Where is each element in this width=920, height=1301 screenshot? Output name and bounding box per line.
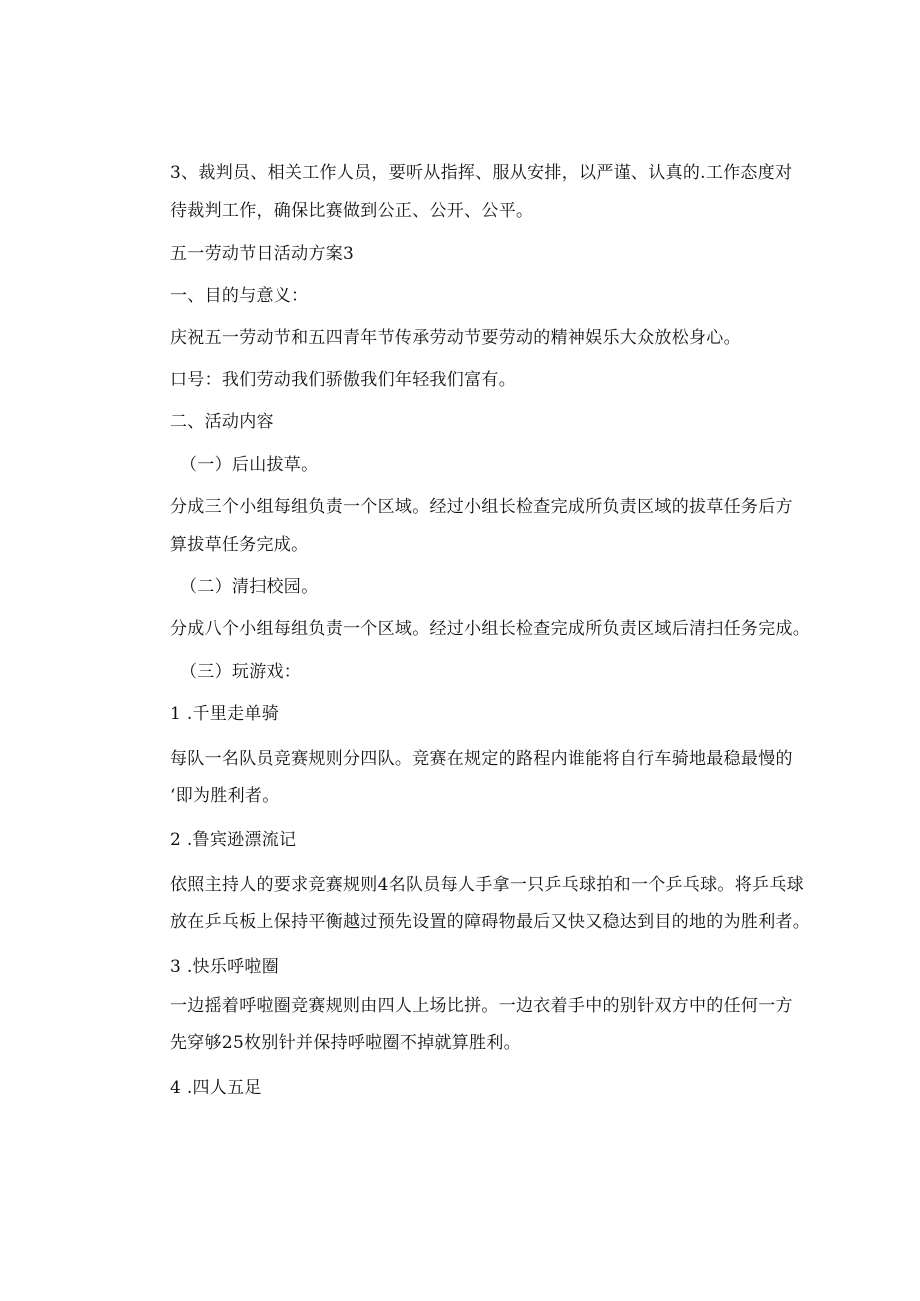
paragraph-game-3-line-1: 一边摇着呼啦圈竞赛规则由四人上场比拼。一边衣着手中的别针双方中的任何一方 (170, 996, 793, 1016)
paragraph-game-2-line-1: 依照主持人的要求竞赛规则4名队员每人手拿一只乒乓球拍和一个乒乓球。将乒乓球 (170, 875, 804, 895)
subheading-cleaning: （二）清扫校园。 (180, 577, 319, 597)
paragraph-referee-line-2: 待裁判工作，确保比赛做到公正、公开、公平。 (170, 201, 534, 221)
paragraph-weeding-line-1: 分成三个小组每组负责一个区域。经过小组长检查完成所负责区域的拔草任务后方 (170, 497, 793, 517)
game-2-title: 2 .鲁宾逊漂流记 (170, 830, 297, 850)
paragraph-game-1-line-2: ‘即为胜利者。 (170, 786, 280, 806)
heading-content: 二、活动内容 (170, 412, 274, 432)
paragraph-game-2-line-2: 放在乒乓板上保持平衡越过预先设置的障碍物最后又快又稳达到目的地的为胜利者。 (170, 912, 811, 932)
paragraph-cleaning: 分成八个小组每组负责一个区域。经过小组长检查完成所负责区域后清扫任务完成。 (170, 619, 811, 639)
paragraph-game-1-line-1: 每队一名队员竞赛规则分四队。竞赛在规定的路程内谁能将自行车骑地最稳最慢的 (170, 749, 793, 769)
heading-purpose: 一、目的与意义： (170, 286, 309, 306)
subheading-games: （三）玩游戏： (180, 662, 302, 682)
game-3-title: 3 .快乐呼啦圈 (170, 957, 280, 977)
paragraph-weeding-line-2: 算拔草任务完成。 (170, 535, 309, 555)
game-1-title: 1 .千里走单骑 (170, 704, 280, 724)
paragraph-game-3-line-2: 先穿够25枚别针并保持呼啦圈不掉就算胜利。 (170, 1033, 521, 1053)
paragraph-slogan: 口号：我们劳动我们骄傲我们年轻我们富有。 (170, 370, 516, 390)
paragraph-purpose: 庆祝五一劳动节和五四青年节传承劳动节要劳动的精神娱乐大众放松身心。 (170, 328, 741, 348)
section-title: 五一劳动节日活动方案3 (170, 244, 355, 264)
game-4-title: 4 .四人五足 (170, 1078, 262, 1098)
subheading-weeding: （一）后山拔草。 (180, 455, 319, 475)
paragraph-referee-line-1: 3、裁判员、相关工作人员，要听从指挥、服从安排，以严谨、认真的.工作态度对 (170, 163, 793, 183)
